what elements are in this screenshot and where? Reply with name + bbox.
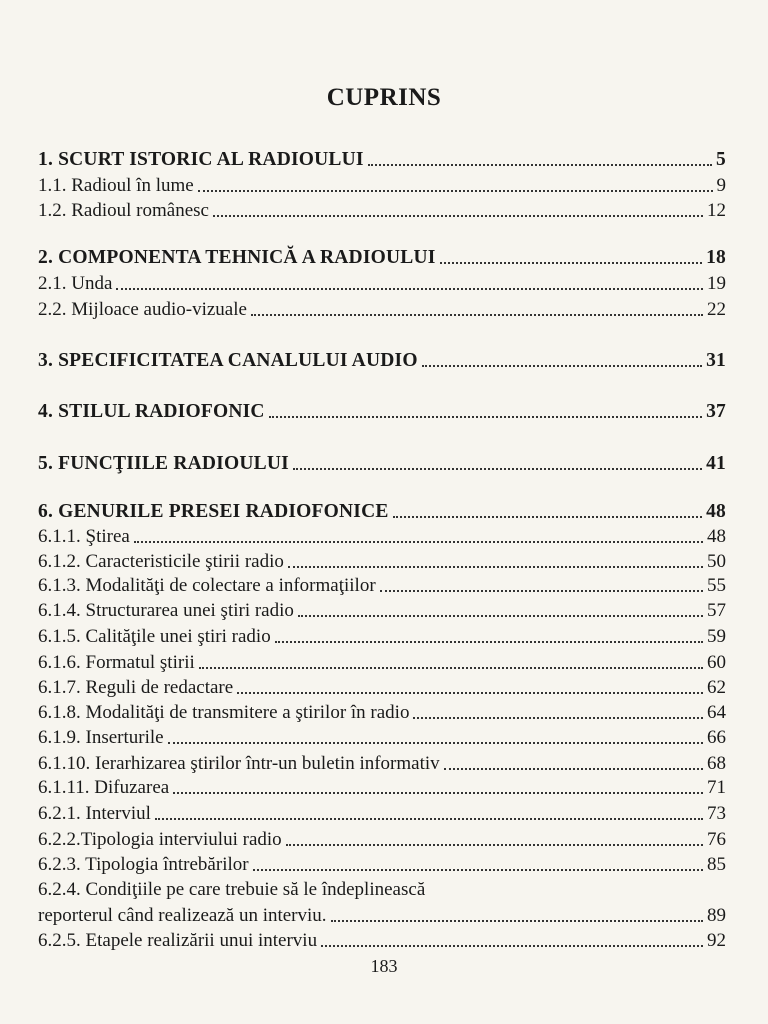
page-title: CUPRINS: [326, 84, 442, 111]
toc-entry-label: 6.1.3. Modalităţi de colectare a informaţiilor: [38, 575, 376, 596]
toc-entry-label: 6.1.6. Formatul ştirii: [38, 652, 195, 673]
toc-entry: [38, 346, 726, 372]
toc-entry-label: 6.2.4. Condiţiile pe care trebuie să le îndeplinească: [38, 879, 426, 900]
toc-entry: [38, 926, 726, 952]
toc-entry: [38, 825, 726, 851]
toc-entry-page: 5: [716, 149, 726, 170]
toc-entry: [38, 295, 726, 321]
toc-entry-label: 6.1.8. Modalităţi de transmitere a ştirilor în radio: [38, 702, 410, 723]
toc-entry-label: 6.1.5. Calităţile unei ştiri radio: [38, 626, 271, 647]
toc-entry: [38, 850, 726, 876]
dot-leader: [275, 640, 703, 643]
dot-leader: [134, 540, 703, 543]
toc-entry-label: 1.1. Radioul în lume: [38, 175, 194, 196]
toc-entry-page: 48: [707, 526, 726, 547]
toc-entry-page: 57: [707, 600, 726, 621]
toc-entry: [38, 723, 726, 749]
dot-leader: [155, 817, 703, 820]
toc-entry-label: 6.1.2. Caracteristicile ştirii radio: [38, 551, 284, 572]
toc-entry-label: 2.1. Unda: [38, 273, 113, 294]
toc-entry-page: 92: [707, 930, 726, 951]
dot-leader: [288, 565, 703, 568]
toc-entry: [38, 799, 726, 825]
toc-entry-page: 22: [707, 299, 726, 320]
toc-entry-page: 85: [707, 854, 726, 875]
dot-leader: [422, 364, 702, 367]
toc-entry-page: 9: [716, 175, 726, 196]
toc-entry-label: reporterul când realizează un interviu.: [38, 905, 327, 926]
toc-entry-label: 6.1.4. Structurarea unei ştiri radio: [38, 600, 294, 621]
toc-entry: [38, 497, 726, 523]
dot-leader: [213, 214, 703, 217]
toc-entry: [38, 673, 726, 699]
toc-entry-page: 66: [707, 727, 726, 748]
toc-entry-page: 18: [706, 247, 726, 268]
toc-entry-page: 37: [706, 401, 726, 422]
toc-entry: [38, 243, 726, 269]
toc-entry-page: 59: [707, 626, 726, 647]
toc-entry: [38, 901, 726, 927]
toc-entry-page: 71: [707, 777, 726, 798]
toc-entry: [38, 698, 726, 724]
toc-entry-page: 89: [707, 905, 726, 926]
toc-entry-label: 4. STILUL RADIOFONIC: [38, 401, 265, 422]
toc-entry-label: 3. SPECIFICITATEA CANALULUI AUDIO: [38, 350, 418, 371]
dot-leader: [321, 944, 703, 947]
dot-leader: [116, 287, 703, 290]
toc-entry-label: 2.2. Mijloace audio-vizuale: [38, 299, 247, 320]
dot-leader: [199, 666, 703, 669]
toc-entry-label: 6.1.9. Inserturile: [38, 727, 164, 748]
dot-leader: [440, 261, 703, 264]
toc-entry: [38, 875, 726, 901]
toc-entry-page: 73: [707, 803, 726, 824]
dot-leader: [168, 741, 703, 744]
toc-entry-page: 12: [707, 200, 726, 221]
toc-entry: [38, 145, 726, 171]
toc-entry-page: 41: [706, 453, 726, 474]
dot-leader: [393, 515, 703, 518]
dot-leader: [251, 313, 703, 316]
toc-entry: [38, 397, 726, 423]
toc-entry-label: 1. SCURT ISTORIC AL RADIOULUI: [38, 149, 364, 170]
dot-leader: [413, 716, 703, 719]
dot-leader: [293, 467, 702, 470]
toc-entry: [38, 622, 726, 648]
toc-entry: [38, 773, 726, 799]
toc-entry-page: 68: [707, 753, 726, 774]
toc-entry-label: 6.1.10. Ierarhizarea ştirilor într-un buletin informativ: [38, 753, 440, 774]
dot-leader: [298, 614, 703, 617]
toc-entry-page: 55: [707, 575, 726, 596]
dot-leader: [173, 791, 703, 794]
dot-leader: [380, 589, 703, 592]
dot-leader: [253, 868, 703, 871]
toc-entry: [38, 571, 726, 597]
dot-leader: [331, 919, 703, 922]
toc-entry-label: 6.2.5. Etapele realizării unui interviu: [38, 930, 318, 951]
toc-entry-page: 19: [707, 273, 726, 294]
toc-entry-page: 31: [706, 350, 726, 371]
dot-leader: [198, 189, 713, 192]
toc-entry-label: 6.2.3. Tipologia întrebărilor: [38, 854, 249, 875]
toc-entry: [38, 522, 726, 548]
toc-entry-page: 76: [707, 829, 726, 850]
toc-entry-label: 6.2.2.Tipologia interviului radio: [38, 829, 282, 850]
toc-entry: [38, 547, 726, 573]
toc-entry-label: 6. GENURILE PRESEI RADIOFONICE: [38, 501, 389, 522]
toc-entry-page: 60: [707, 652, 726, 673]
toc-entry-label: 2. COMPONENTA TEHNICĂ A RADIOULUI: [38, 247, 436, 268]
toc-entry: [38, 269, 726, 295]
toc-entry-page: 62: [707, 677, 726, 698]
page-number: 183: [370, 956, 398, 976]
toc-entry-page: 64: [707, 702, 726, 723]
toc-entry-label: 6.1.11. Difuzarea: [38, 777, 170, 798]
toc-entry: [38, 596, 726, 622]
toc-entry: [38, 171, 726, 197]
toc-entry: [38, 749, 726, 775]
toc-entry-label: 5. FUNCŢIILE RADIOULUI: [38, 453, 289, 474]
toc-entry: [38, 196, 726, 222]
toc-entry-label: 1.2. Radioul românesc: [38, 200, 209, 221]
toc-entry-label: 6.1.7. Reguli de redactare: [38, 677, 234, 698]
toc-entry-label: 6.2.1. Interviul: [38, 803, 151, 824]
toc-entry: [38, 449, 726, 475]
dot-leader: [237, 691, 703, 694]
toc-entry-page: 50: [707, 551, 726, 572]
dot-leader: [444, 767, 703, 770]
dot-leader: [286, 843, 703, 846]
toc-entry: [38, 648, 726, 674]
dot-leader: [368, 163, 712, 166]
toc-entry-page: 48: [706, 501, 726, 522]
toc-entry-label: 6.1.1. Ştirea: [38, 526, 130, 547]
dot-leader: [269, 415, 702, 418]
